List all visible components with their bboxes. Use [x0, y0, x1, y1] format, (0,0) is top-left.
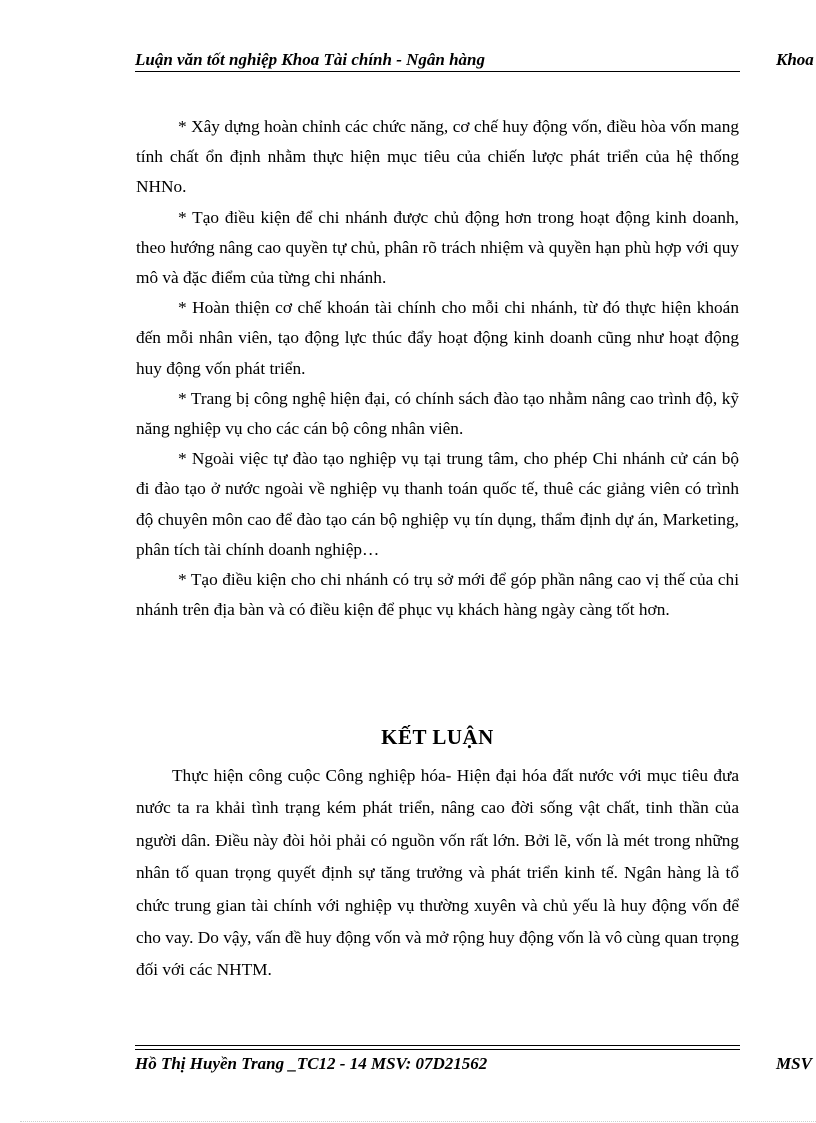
- conclusion-text: [136, 760, 739, 987]
- header-rule: [135, 71, 740, 72]
- body-text: [136, 112, 739, 625]
- bottom-dotted-rule: [20, 1121, 816, 1122]
- conclusion-heading: KẾT LUẬN: [381, 725, 494, 749]
- page-header: [135, 48, 816, 72]
- page-footer: [135, 1054, 816, 1078]
- footer-right-text: MSV: [776, 1054, 812, 1073]
- conclusion-paragraph: Thực hiện công cuộc Công nghiệp hóa- Hiện đại hóa đất nước với mục tiêu đưa nước ta ra khải tình trạng kém phát triển, nâng cao đời sống vật chất, tinh thần của người dân. Điều này đòi hỏi phải có nguồn vốn rất lớn. Bởi lẽ, vốn là mét trong những nhân tố quan trọng quyết định sự tăng trưởng và phát triển kinh tế. Ngân hàng là tổ chức trung gian tài chính với nghiệp vụ thường xuyên và chủ yếu là huy động vốn để cho vay. Do vậy, vấn đề huy động vốn và mở rộng huy động vốn là vô cùng quan trọng đối với các NHTM.: [136, 766, 739, 980]
- body-paragraph: * Xây dựng hoàn chỉnh các chức năng, cơ chế huy động vốn, điều hòa vốn mang tính chất ổn định nhằm thực hiện mục tiêu của chiến lược phát triển của hệ thống NHNo.: [136, 117, 739, 197]
- body-paragraph: * Ngoài việc tự đào tạo nghiệp vụ tại trung tâm, cho phép Chi nhánh cử cán bộ đi đào tạo ở nước ngoài về nghiệp vụ thanh toán quốc tế, thuê các giảng viên có trình độ chuyên môn cao để đào tạo cán bộ nghiệp vụ tín dụng, thẩm định dự án, Marketing, phân tích tài chính doanh nghiệp…: [136, 449, 739, 559]
- footer-author: Hồ Thị Huyền Trang _TC12 - 14 MSV: 07D21562: [135, 1054, 488, 1073]
- footer-rule: [135, 1049, 740, 1050]
- body-paragraph: * Tạo điều kiện để chi nhánh được chủ động hơn trong hoạt động kinh doanh, theo hướng nâng cao quyền tự chủ, phân rõ trách nhiệm và quyền hạn phù hợp với quy mô và đặc điểm của từng chi nhánh.: [136, 207, 739, 288]
- body-paragraph: * Hoàn thiện cơ chế khoán tài chính cho mỗi chi nhánh, từ đó thực hiện khoán đến mỗi nhân viên, tạo động lực thúc đẩy hoạt động kinh doanh cũng như hoạt động huy động vốn phát triển.: [136, 298, 739, 378]
- header-title: Luận văn tốt nghiệp Khoa Tài chính - Ngân hàng: [135, 50, 486, 69]
- header-right-text: Khoa: [776, 50, 814, 69]
- body-paragraph: * Tạo điều kiện cho chi nhánh có trụ sở mới để góp phần nâng cao vị thế của chi nhánh trên địa bàn và có điều kiện để phục vụ khách hàng ngày càng tốt hơn.: [136, 570, 739, 620]
- footer-rule: [135, 1045, 740, 1046]
- body-paragraph: * Trang bị công nghệ hiện đại, có chính sách đào tạo nhằm nâng cao trình độ, kỹ năng nghiệp vụ cho các cán bộ công nhân viên.: [136, 388, 739, 439]
